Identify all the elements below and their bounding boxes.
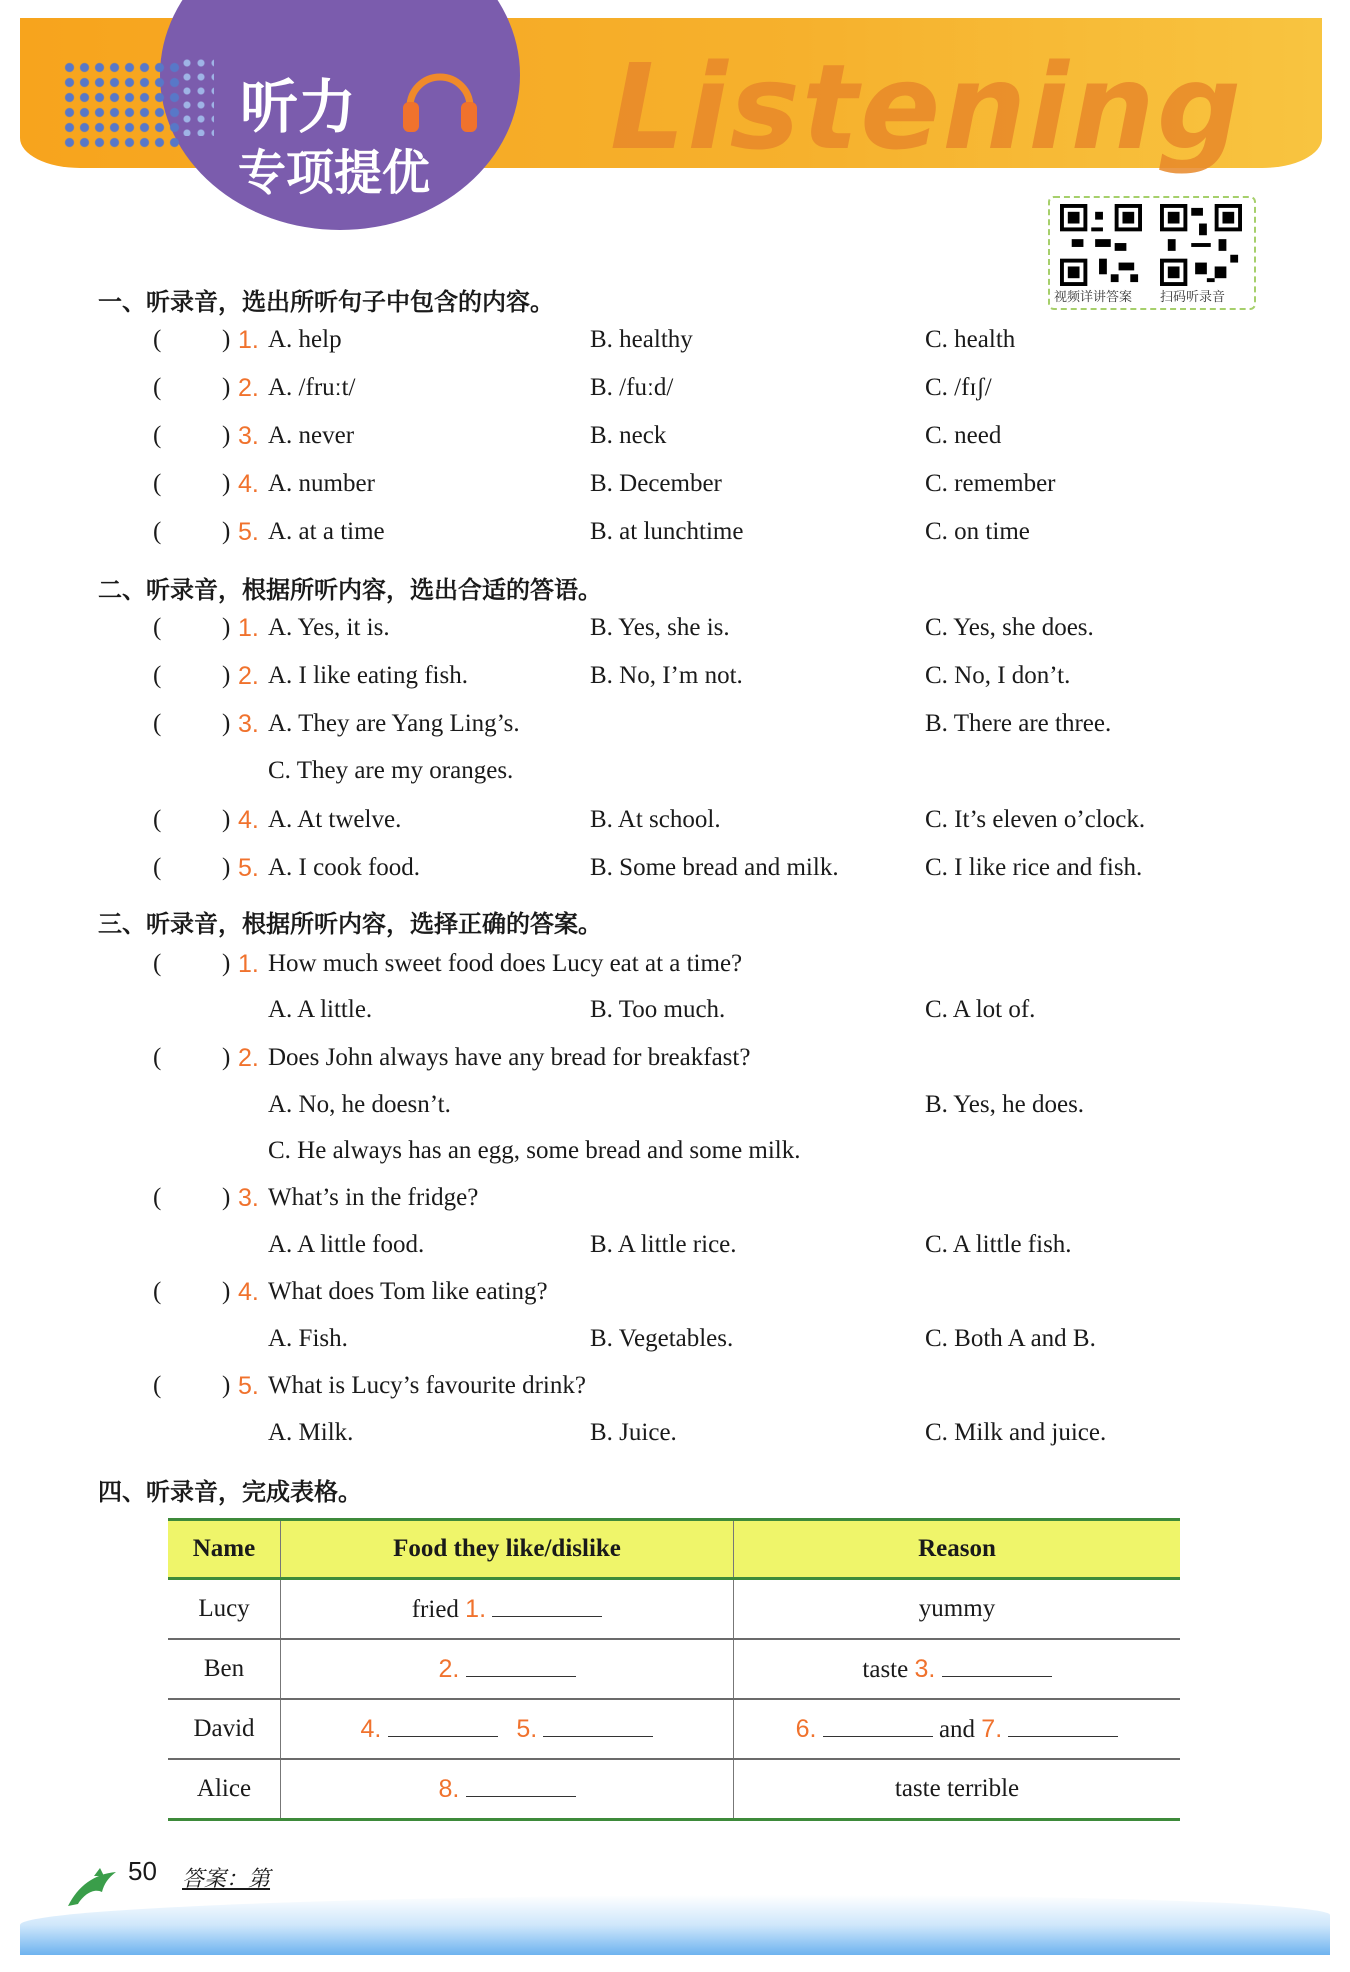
section-heading-line2: 专项提优 (238, 145, 431, 201)
option-b: B. Juice. (590, 1419, 677, 1446)
option-c: C. He always has an egg, some bread and some milk. (268, 1137, 801, 1164)
option-c: C. remember (925, 470, 1056, 497)
section-heading-line1: 听力 (240, 73, 357, 141)
answer-paren-open[interactable]: ( (153, 1044, 162, 1071)
option-c: C. They are my oranges. (268, 757, 514, 784)
answer-paren-close: ) (222, 470, 231, 497)
answer-blank[interactable] (466, 1654, 576, 1677)
option-a: A. number (268, 470, 375, 497)
table-row (168, 1579, 1180, 1640)
section-4-title: 四、听录音，完成表格。 (98, 1478, 362, 1506)
cell-name: Lucy (168, 1579, 281, 1640)
option-b: B. Yes, he does. (925, 1091, 1085, 1118)
cell-reason: yummy (734, 1579, 1181, 1640)
blank-number: 1. (465, 1595, 487, 1623)
option-a: A. never (268, 422, 355, 449)
answer-paren-open[interactable]: ( (153, 374, 162, 401)
qr-caption-audio: 扫码听录音 (1160, 290, 1226, 305)
cell-reason (734, 1699, 1181, 1759)
reason-prefix: taste (862, 1656, 909, 1683)
option-b: B. At school. (590, 806, 721, 833)
section-2-title: 二、听录音，根据所听内容，选出合适的答语。 (98, 576, 602, 604)
option-c: C. A little fish. (925, 1231, 1072, 1258)
cell-food (281, 1579, 734, 1640)
option-a: A. Milk. (268, 1419, 354, 1446)
question-number: 1. (238, 950, 259, 978)
dot-pattern-small (180, 56, 214, 136)
option-a: A. Yes, it is. (268, 614, 390, 641)
question-number: 2. (238, 1044, 259, 1072)
option-a: A. They are Yang Ling’s. (268, 710, 520, 737)
answer-blank[interactable] (388, 1714, 498, 1737)
blank-number: 4. (360, 1715, 382, 1743)
question-number: 2. (238, 374, 259, 402)
answer-paren-open[interactable]: ( (153, 326, 162, 353)
question-text: How much sweet food does Lucy eat at a time? (268, 950, 743, 977)
headphone-icon (395, 52, 485, 142)
table-row (168, 1699, 1180, 1759)
page-number: 50 (128, 1856, 157, 1886)
answer-paren-open[interactable]: ( (153, 614, 162, 641)
answer-label: 答案：第 (182, 1867, 271, 1892)
question-number: 4. (238, 1278, 259, 1306)
question-number: 4. (238, 806, 259, 834)
answer-paren-close: ) (222, 662, 231, 689)
cell-food (281, 1759, 734, 1820)
answer-paren-open[interactable]: ( (153, 854, 162, 881)
answer-paren-open[interactable]: ( (153, 710, 162, 737)
question-number: 1. (238, 326, 259, 354)
option-c: C. I like rice and fish. (925, 854, 1143, 881)
cell-food (281, 1639, 734, 1699)
question-number: 1. (238, 614, 259, 642)
cell-name: David (168, 1699, 281, 1759)
answer-paren-open[interactable]: ( (153, 662, 162, 689)
table-row (168, 1639, 1180, 1699)
question-number: 3. (238, 422, 259, 450)
blank-number: 7. (981, 1715, 1003, 1743)
question-text: What is Lucy’s favourite drink? (268, 1372, 586, 1399)
cell-reason: taste terrible (734, 1759, 1181, 1820)
answer-paren-open[interactable]: ( (153, 1278, 162, 1305)
answer-paren-close: ) (222, 854, 231, 881)
option-b: B. at lunchtime (590, 518, 744, 545)
answer-paren-close: ) (222, 374, 231, 401)
option-c: C. Milk and juice. (925, 1419, 1107, 1446)
question-number: 4. (238, 470, 259, 498)
answer-paren-close: ) (222, 1278, 231, 1305)
answer-paren-close: ) (222, 1044, 231, 1071)
option-b: B. No, I’m not. (590, 662, 743, 689)
question-text: Does John always have any bread for breakfast? (268, 1044, 751, 1071)
dot-pattern (62, 60, 182, 150)
option-b: B. neck (590, 422, 667, 449)
answer-paren-open[interactable]: ( (153, 1372, 162, 1399)
option-c: C. A lot of. (925, 996, 1036, 1023)
option-a: A. Fish. (268, 1325, 348, 1352)
option-a: A. At twelve. (268, 806, 402, 833)
section-3-title: 三、听录音，根据所听内容，选择正确的答案。 (98, 910, 602, 938)
option-b: B. A little rice. (590, 1231, 737, 1258)
option-b: B. Some bread and milk. (590, 854, 839, 881)
food-prefix: fried (411, 1596, 459, 1623)
cell-food (281, 1699, 734, 1759)
option-b: B. healthy (590, 326, 693, 353)
question-number: 2. (238, 662, 259, 690)
option-c: C. /fɪʃ/ (925, 374, 992, 401)
listening-title: Listening (610, 38, 1244, 176)
answer-paren-close: ) (222, 1184, 231, 1211)
blank-number: 3. (914, 1655, 936, 1683)
footer-wave (20, 1895, 1330, 1955)
option-c: C. Yes, she does. (925, 614, 1094, 641)
question-number: 5. (238, 1372, 259, 1400)
answer-paren-close: ) (222, 518, 231, 545)
option-b: B. There are three. (925, 710, 1112, 737)
qr-code-video[interactable] (1060, 204, 1142, 286)
option-a: A. at a time (268, 518, 385, 545)
option-a: A. A little food. (268, 1231, 425, 1258)
table-row (168, 1759, 1180, 1820)
col-header-food: Food they like/dislike (281, 1520, 734, 1579)
col-header-name: Name (168, 1520, 281, 1579)
section-1-title: 一、听录音，选出所听句子中包含的内容。 (98, 288, 554, 316)
blank-number: 6. (795, 1715, 817, 1743)
question-text: What does Tom like eating? (268, 1278, 548, 1305)
qr-code-panel (1048, 196, 1256, 310)
answer-paren-open[interactable]: ( (153, 518, 162, 545)
option-a: A. No, he doesn’t. (268, 1091, 451, 1118)
answer-table (168, 1518, 1180, 1821)
answer-blank[interactable] (543, 1714, 653, 1737)
question-number: 3. (238, 710, 259, 738)
answer-paren-close: ) (222, 806, 231, 833)
option-b: B. Vegetables. (590, 1325, 734, 1352)
option-a: A. I cook food. (268, 854, 421, 881)
option-c: C. Both A and B. (925, 1325, 1096, 1352)
blank-number: 8. (438, 1775, 460, 1803)
option-b: B. Yes, she is. (590, 614, 730, 641)
option-a: A. /fruːt/ (268, 374, 356, 401)
cell-name: Ben (168, 1639, 281, 1699)
option-a: A. I like eating fish. (268, 662, 468, 689)
question-number: 3. (238, 1184, 259, 1212)
option-c: C. health (925, 326, 1016, 353)
answer-paren-open[interactable]: ( (153, 806, 162, 833)
answer-blank[interactable] (1008, 1714, 1118, 1737)
cell-reason (734, 1639, 1181, 1699)
answer-blank[interactable] (466, 1774, 576, 1797)
answer-paren-close: ) (222, 710, 231, 737)
option-a: A. help (268, 326, 342, 353)
question-number: 5. (238, 518, 259, 546)
answer-paren-open[interactable]: ( (153, 422, 162, 449)
answer-paren-close: ) (222, 1372, 231, 1399)
option-c: C. It’s eleven o’clock. (925, 806, 1146, 833)
blank-number: 5. (516, 1715, 538, 1743)
answer-paren-close: ) (222, 326, 231, 353)
option-c: C. need (925, 422, 1002, 449)
qr-caption-video: 视频详讲答案 (1054, 290, 1133, 305)
option-a: A. A little. (268, 996, 373, 1023)
answer-blank[interactable] (823, 1714, 933, 1737)
option-b: B. /fuːd/ (590, 374, 674, 401)
answer-paren-open[interactable]: ( (153, 470, 162, 497)
dolphin-icon (64, 1866, 124, 1912)
answer-blank[interactable] (942, 1654, 1052, 1677)
option-b: B. December (590, 470, 722, 497)
reason-and: and (938, 1716, 976, 1743)
qr-code-audio[interactable] (1160, 204, 1242, 286)
answer-blank[interactable] (492, 1594, 602, 1617)
answer-paren-close: ) (222, 422, 231, 449)
answer-paren-close: ) (222, 614, 231, 641)
answer-paren-close: ) (222, 950, 231, 977)
cell-name: Alice (168, 1759, 281, 1820)
table-header-row (168, 1520, 1180, 1579)
option-b: B. Too much. (590, 996, 726, 1023)
col-header-reason: Reason (734, 1520, 1181, 1579)
blank-number: 2. (438, 1655, 460, 1683)
option-c: C. on time (925, 518, 1030, 545)
question-text: What’s in the fridge? (268, 1184, 479, 1211)
option-c: C. No, I don’t. (925, 662, 1071, 689)
answer-paren-open[interactable]: ( (153, 1184, 162, 1211)
question-number: 5. (238, 854, 259, 882)
answer-paren-open[interactable]: ( (153, 950, 162, 977)
